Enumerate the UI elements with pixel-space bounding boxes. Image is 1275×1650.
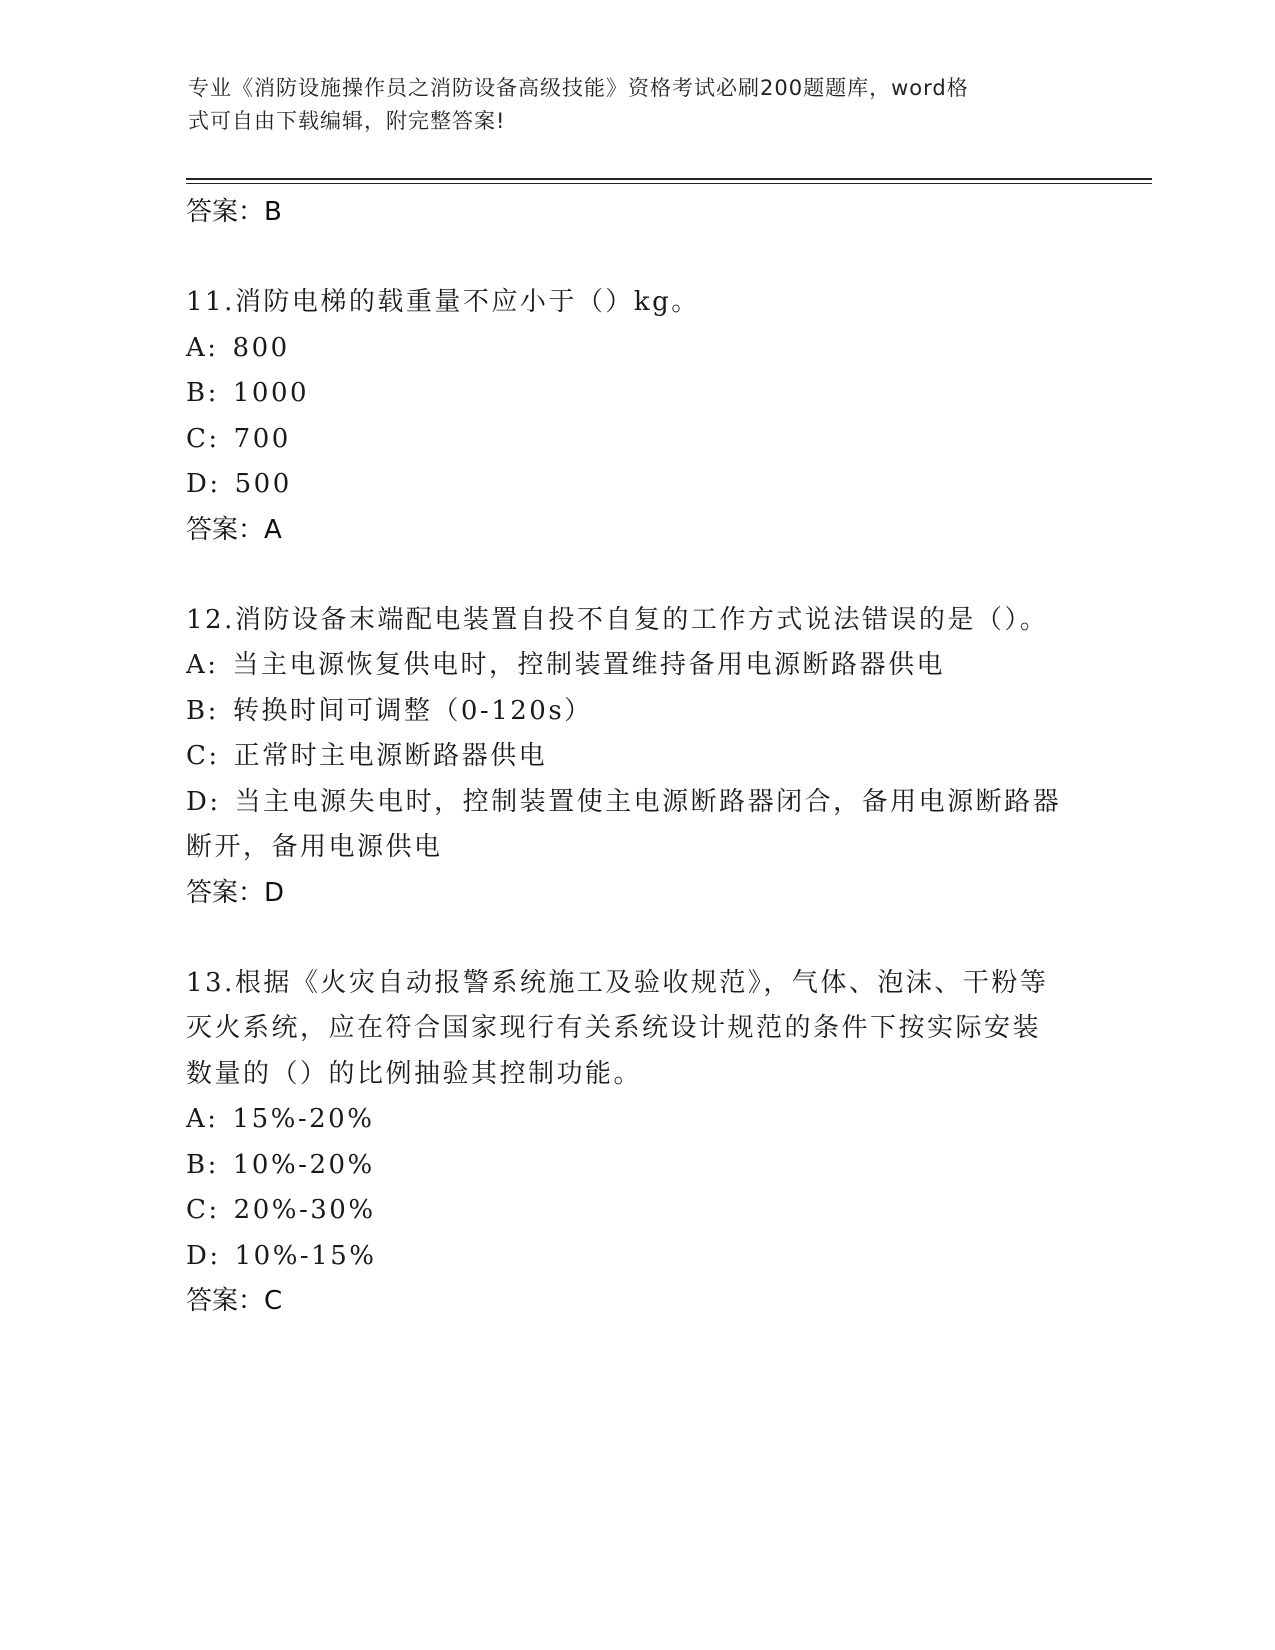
header-divider-thick (186, 178, 1152, 180)
answer-line: 答案：D (186, 877, 285, 908)
question-content (186, 190, 1086, 1323)
question-stem: 灭火系统，应在符合国家现行有关系统设计规范的条件下按实际安装 (186, 1013, 1042, 1043)
question-stem: 12.消防设备末端配电装置自投不自复的工作方式说法错误的是（）。 (186, 604, 1049, 635)
option-key: A: (186, 1104, 219, 1134)
option-a (186, 1097, 1086, 1143)
answer-line: 答案：B (186, 197, 282, 227)
option-c (186, 1188, 1086, 1234)
option-c (186, 417, 1086, 463)
question-11 (186, 280, 1086, 552)
answer-line: 答案：A (186, 514, 282, 545)
option-a (186, 326, 1086, 372)
question-stem: 数量的（）的比例抽验其控制功能。 (186, 1058, 643, 1089)
option-key: D: (186, 1240, 221, 1271)
answer-line: 答案：C (186, 1286, 283, 1316)
option-text: 20%-30% (233, 1195, 376, 1225)
option-text: 700 (233, 423, 291, 454)
option-text: 当主电源恢复供电时，控制装置维持备用电源断路器供电 (232, 650, 946, 680)
header-divider-thin (186, 183, 1152, 184)
header-line-2: 式可自由下载编辑，附完整答案! (188, 109, 506, 133)
option-text: 10%-15% (234, 1240, 377, 1271)
option-b (186, 371, 1086, 417)
option-b (186, 689, 1086, 735)
option-key: C: (186, 1195, 220, 1225)
option-a (186, 643, 1086, 689)
option-key: C: (186, 741, 220, 771)
option-key: B: (186, 695, 219, 726)
question-stem: 11.消防电梯的载重量不应小于（）kg。 (186, 287, 700, 317)
header-line-1: 专业《消防设施操作员之消防设备高级技能》资格考试必刷200题题库，word格 (188, 76, 969, 100)
option-key: B: (186, 1149, 219, 1180)
option-text: 15%-20% (232, 1104, 375, 1134)
option-d-continued: 断开，备用电源供电 (186, 832, 443, 862)
option-text: 500 (234, 469, 292, 499)
option-d (186, 780, 1086, 826)
page-header (188, 72, 1068, 138)
option-key: D: (186, 469, 221, 499)
option-key: A: (186, 650, 219, 680)
option-key: A: (186, 332, 219, 363)
option-key: D: (186, 786, 221, 817)
option-key: C: (186, 423, 220, 454)
question-12 (186, 598, 1086, 915)
option-text: 转换时间可调整（0-120s） (232, 695, 593, 726)
question-13 (186, 961, 1086, 1324)
option-c (186, 734, 1086, 780)
option-text: 当主电源失电时，控制装置使主电源断路器闭合，备用电源断路器 (234, 786, 1062, 817)
option-text: 10%-20% (232, 1149, 375, 1180)
question-stem: 13.根据《火灾自动报警系统施工及验收规范》，气体、泡沫、干粉等 (186, 967, 1049, 998)
option-b (186, 1143, 1086, 1189)
option-d (186, 462, 1086, 508)
option-d (186, 1234, 1086, 1280)
option-text: 1000 (232, 378, 310, 408)
option-text: 800 (232, 332, 290, 363)
option-text: 正常时主电源断路器供电 (233, 741, 548, 771)
option-key: B: (186, 378, 219, 408)
